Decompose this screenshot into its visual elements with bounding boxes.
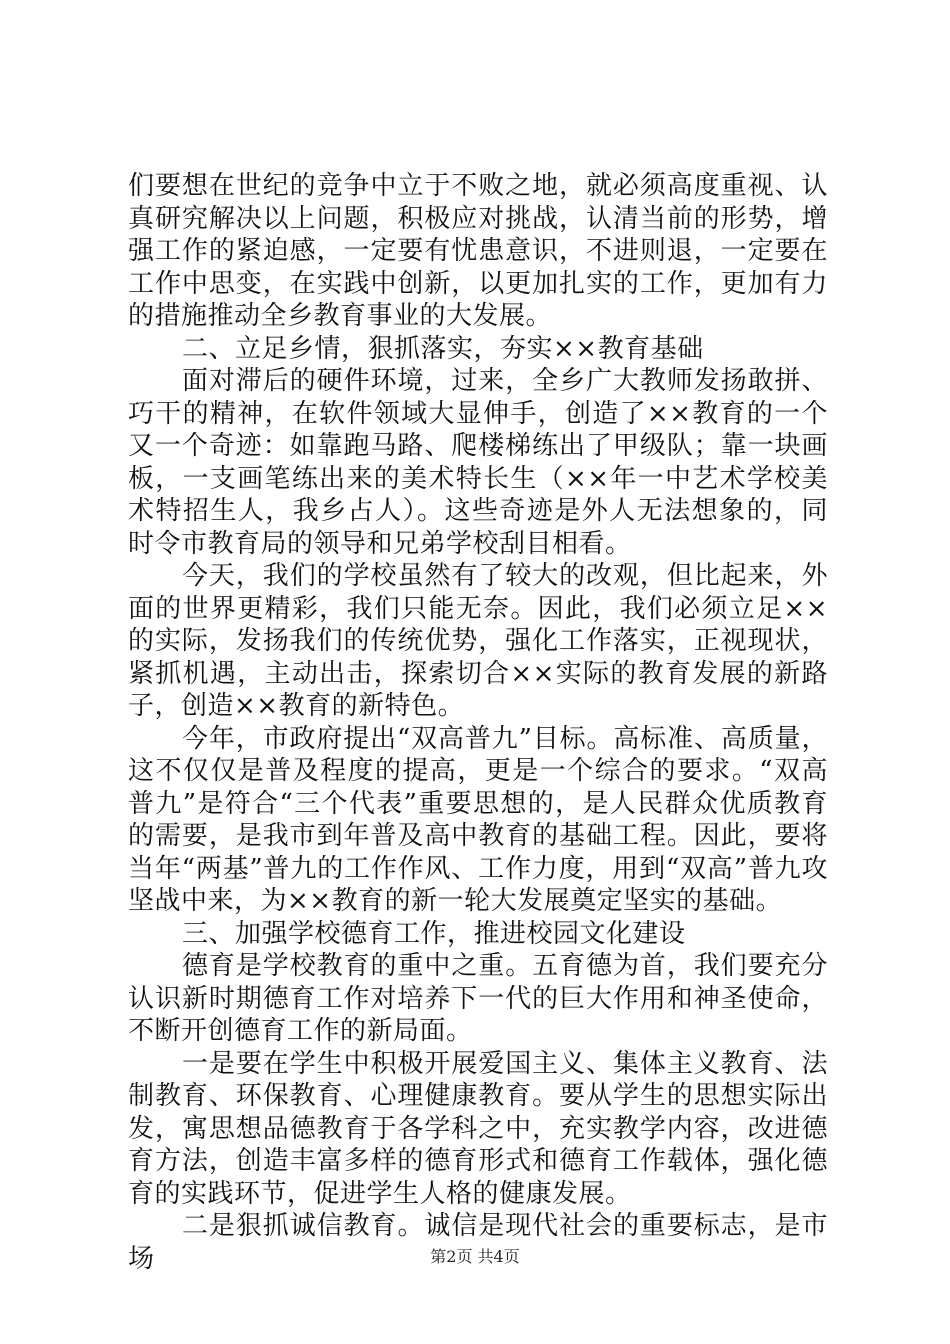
paragraph: 一是要在学生中积极开展爱国主义、集体主义教育、法制教育、环保教育、心理健康教育。要从学生的思想实际出发，寓思想品德教育于各学科之中，充实教学内容，改进德育方法，创造丰富多样的德育形式和德育工作载体，强化德育的实践环节，促进学生人格的健康发展。 bbox=[128, 1048, 828, 1209]
paragraph: 德育是学校教育的重中之重。五育德为首，我们要充分认识新时期德育工作对培养下一代的巨大作用和神圣使命，不断开创德育工作的新局面。 bbox=[128, 951, 828, 1046]
paragraph: 面对滞后的硬件环境，过来，全乡广大教师发扬敢拼、巧干的精神，在软件领域大显伸手，创造了××教育的一个又一个奇迹：如靠跑马路、爬楼梯练出了甲级队；靠一块画板，一支画笔练出来的美术特长生（××年一中艺术学校美术特招生人，我乡占人）。这些奇迹是外人无法想象的，同时令市教育局的领导和兄弟学校刮目相看。 bbox=[128, 366, 828, 559]
paragraph: 今年，市政府提出“双高普九”目标。高标准、高质量，这不仅仅是普及程度的提高，更是一个综合的要求。“双高普九”是符合“三个代表”重要思想的，是人民群众优质教育的需要，是我市到年普及高中教育的基础工程。因此，要将当年“两基”普九的工作作风、工作力度，用到“双高”普九攻坚战中来，为××教育的新一轮大发展奠定坚实的基础。 bbox=[128, 723, 828, 916]
section-heading-2: 二、立足乡情，狠抓落实，夯实××教育基础 bbox=[182, 333, 704, 364]
section-heading-3: 三、加强学校德育工作，推进校园文化建设 bbox=[182, 918, 686, 949]
page-footer: 第2页 共4页 bbox=[430, 1247, 520, 1266]
paragraph-continuation: 们要想在世纪的竞争中立于不败之地，就必须高度重视、认真研究解决以上问题，积极应对挑战，认清当前的形势，增强工作的紧迫感，一定要有忧患意识，不进则退，一定要在工作中思变，在实践中创新，以更加扎实的工作，更加有力的措施推动全乡教育事业的大发展。 bbox=[128, 171, 828, 331]
document-body bbox=[128, 170, 828, 1275]
paragraph: 今天，我们的学校虽然有了较大的改观，但比起来，外面的世界更精彩，我们只能无奈。因此，我们必须立足××的实际，发扬我们的传统优势，强化工作落实，正视现状，紧抓机遇，主动出击，探索切合××实际的教育发展的新路子，创造××教育的新特色。 bbox=[128, 561, 828, 721]
paragraph: 二是狠抓诚信教育。诚信是现代社会的重要标志，是市场 bbox=[128, 1211, 828, 1274]
